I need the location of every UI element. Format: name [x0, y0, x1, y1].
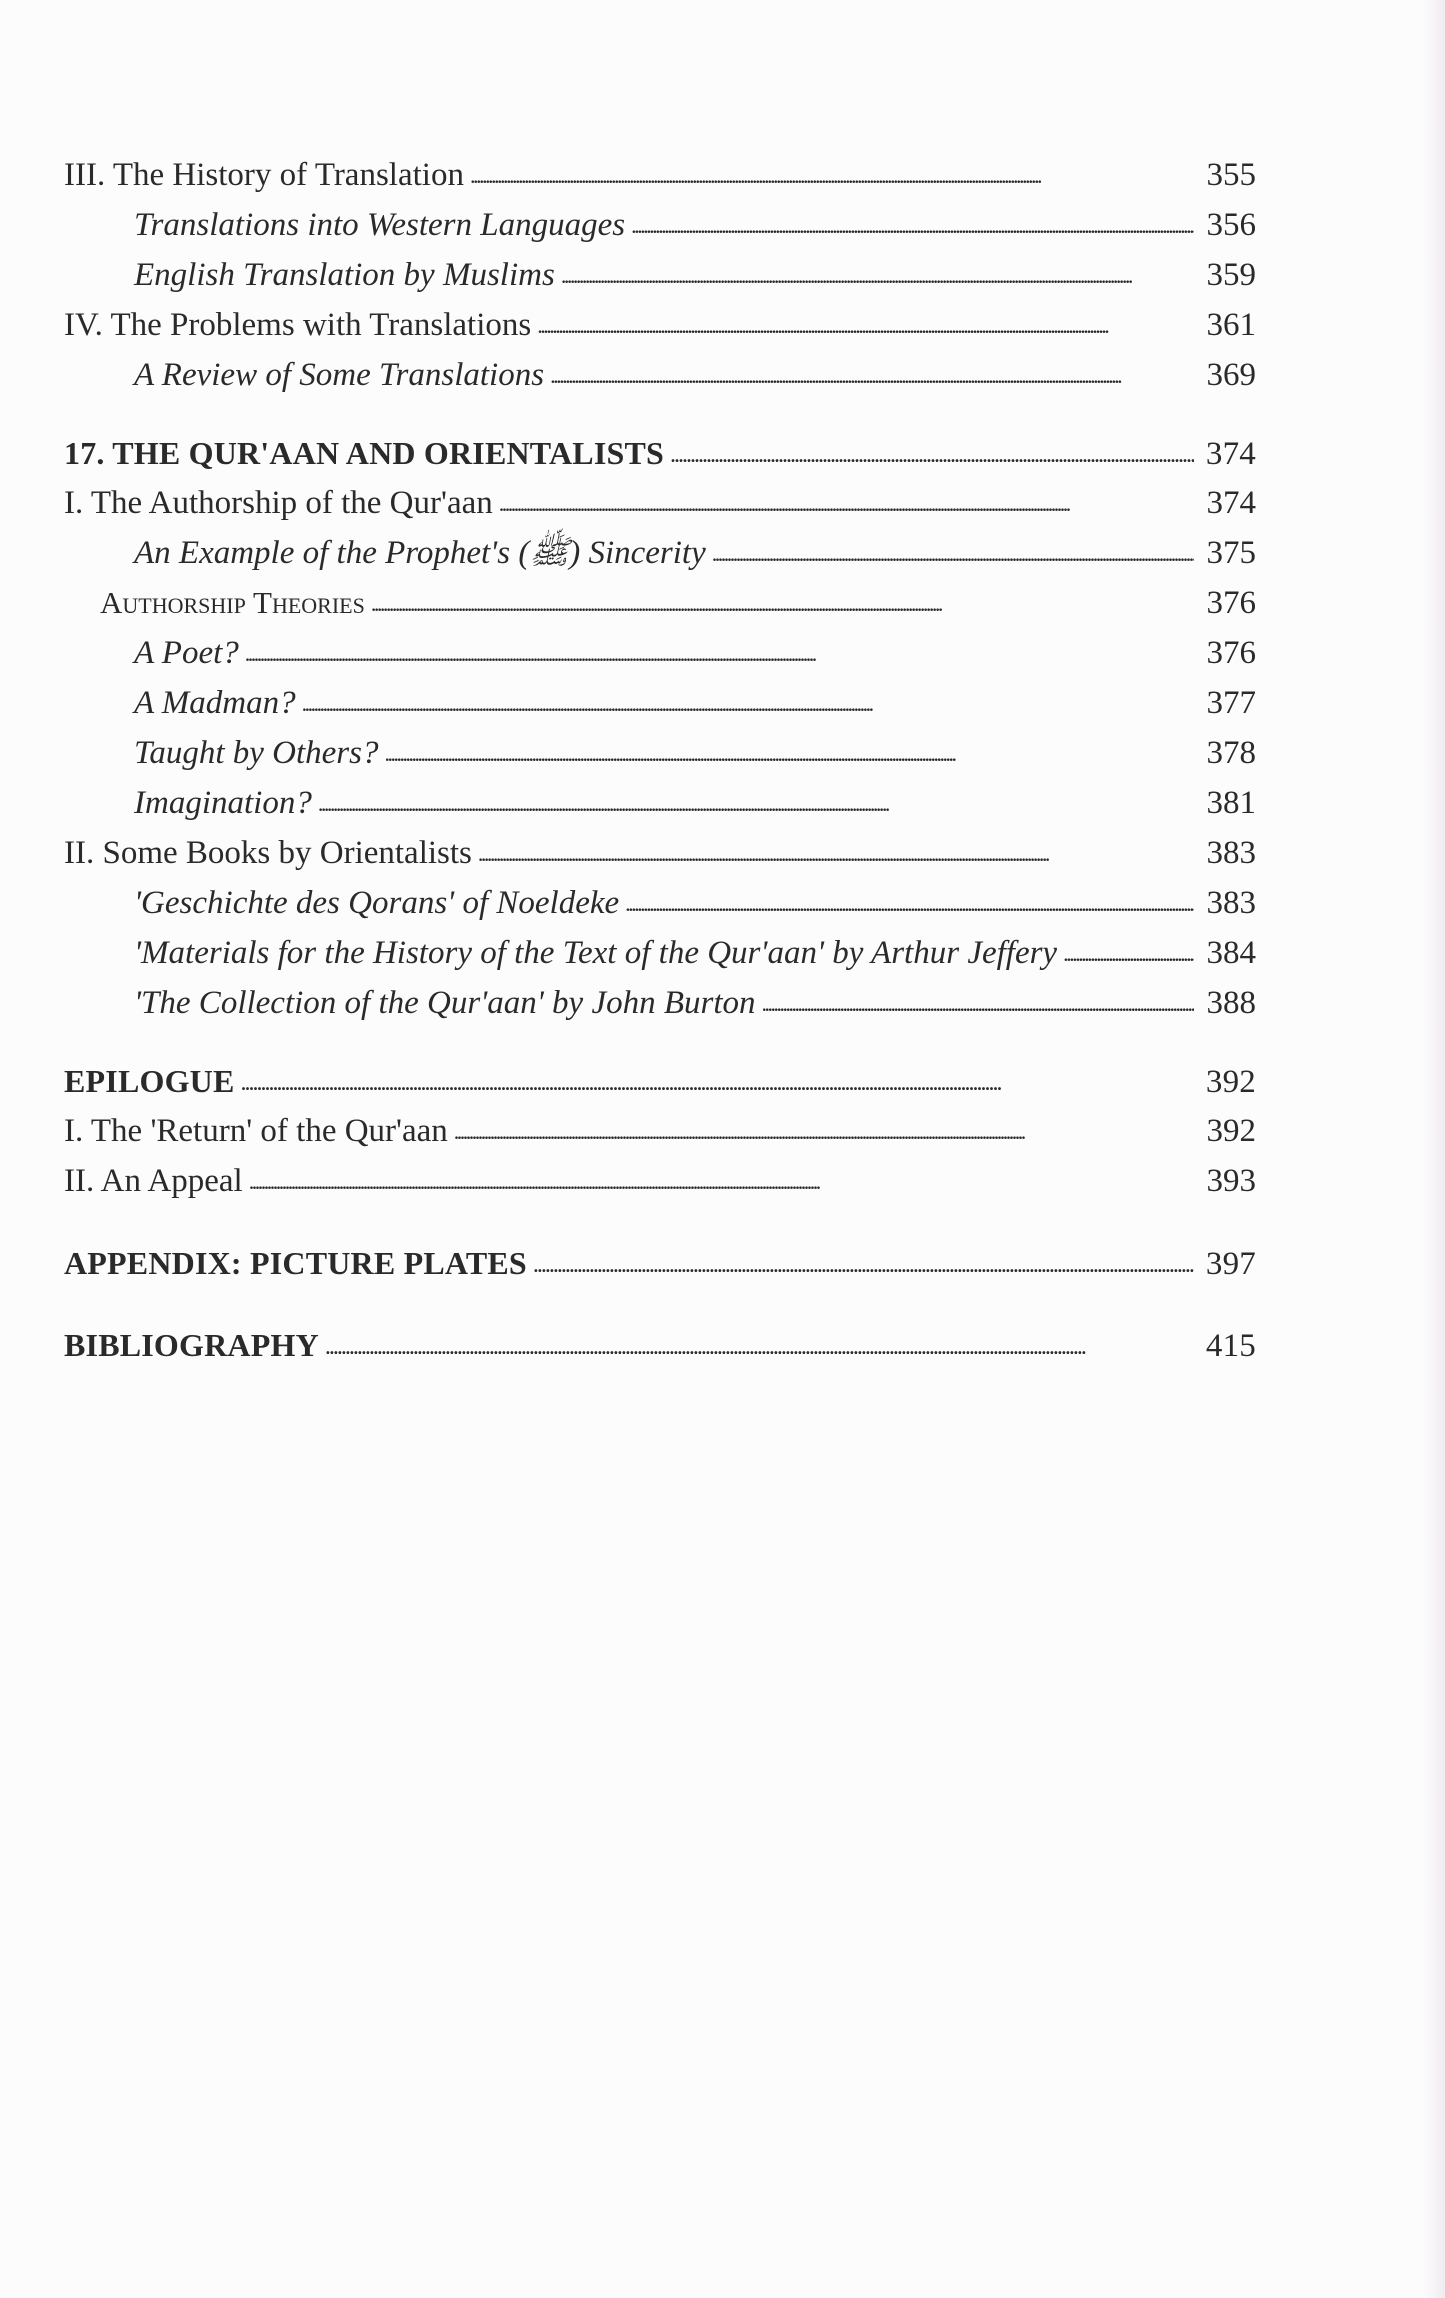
toc-entry-title: 'Materials for the History of the Text of the Qur'aan' by Arthur Jeffery [134, 935, 1058, 971]
dot-leader [712, 526, 1194, 579]
dot-leader [470, 148, 1194, 201]
toc-chapter-title: APPENDIX: PICTURE PLATES [64, 1245, 527, 1281]
toc-entry-page: 381 [1206, 785, 1256, 821]
toc-entry [64, 978, 1256, 1028]
toc-entry [64, 200, 1256, 250]
toc-entry-page: 377 [1206, 685, 1256, 721]
dot-leader [670, 426, 1194, 480]
toc-entry-title: I. The 'Return' of the Qur'aan [64, 1113, 448, 1149]
toc-entry-title: II. Some Books by Orientalists [64, 835, 472, 871]
toc-entry-title: II. An Appeal [64, 1163, 243, 1199]
toc-entry-page: 356 [1206, 207, 1256, 243]
toc-entry-title: 'The Collection of the Qur'aan' by John Burton [134, 985, 756, 1021]
dot-leader [384, 726, 1194, 779]
toc-chapter-page: 374 [1205, 436, 1256, 472]
toc-entry [64, 528, 1256, 578]
toc-entry-title: Imagination? [134, 785, 312, 821]
dot-leader [533, 1236, 1194, 1290]
toc-entry [64, 678, 1256, 728]
dot-leader [318, 776, 1194, 829]
toc-entry-title: III. The History of Translation [64, 157, 464, 193]
toc-entry-page: 383 [1206, 835, 1256, 871]
dot-leader [249, 1154, 1194, 1207]
toc-entry [64, 478, 1256, 528]
toc-entry-title: I. The Authorship of the Qur'aan [64, 485, 493, 521]
dot-leader [302, 676, 1194, 729]
toc-entry-title: IV. The Problems with Translations [64, 307, 532, 343]
toc-entry-page: 393 [1206, 1163, 1256, 1199]
dot-leader [454, 1104, 1194, 1157]
dot-leader [241, 1054, 1194, 1108]
toc-entry-page: 375 [1206, 535, 1256, 571]
toc-chapter-page: 397 [1205, 1246, 1256, 1282]
toc-entry-page: 374 [1206, 485, 1256, 521]
toc-entry [64, 878, 1256, 928]
toc-chapter-page: 392 [1205, 1064, 1256, 1100]
toc-entry-page: 383 [1206, 885, 1256, 921]
dot-leader [631, 198, 1194, 251]
page-edge-shadow [1423, 0, 1445, 2298]
dot-leader [371, 576, 1194, 629]
toc-entry-page: 361 [1206, 307, 1256, 343]
toc-entry-title: 'Geschichte des Qorans' of Noeldeke [134, 885, 620, 921]
dot-leader [561, 248, 1194, 301]
toc-entry-title: An Example of the Prophet's (ﷺ) Sincerity [134, 535, 706, 571]
toc-entry [64, 928, 1256, 978]
toc-chapter [64, 1320, 1256, 1370]
toc-entry [64, 1106, 1256, 1156]
toc-entry-title: A Review of Some Translations [134, 357, 545, 393]
dot-leader [550, 348, 1194, 401]
toc-entry-page: 388 [1206, 985, 1256, 1021]
dot-leader [325, 1318, 1194, 1372]
toc-chapter [64, 1238, 1256, 1288]
toc-chapter [64, 1056, 1256, 1106]
toc-entry [64, 778, 1256, 828]
toc-entry [64, 250, 1256, 300]
toc-chapter [64, 428, 1256, 478]
toc-entry-page: 378 [1206, 735, 1256, 771]
toc-entry-page: 392 [1206, 1113, 1256, 1149]
dot-leader [625, 876, 1194, 929]
dot-leader [499, 476, 1194, 529]
table-of-contents [64, 150, 1256, 1370]
toc-entry-page: 355 [1206, 157, 1256, 193]
toc-entry-title: A Madman? [134, 685, 296, 721]
toc-entry [64, 828, 1256, 878]
toc-entry-title: A Poet? [134, 635, 239, 671]
toc-entry-title: Translations into Western Languages [134, 207, 626, 243]
dot-leader [245, 626, 1194, 679]
toc-entry-title: English Translation by Muslims [134, 257, 555, 293]
toc-entry-page: 384 [1206, 935, 1256, 971]
toc-entry [64, 1156, 1256, 1206]
toc-entry-page: 376 [1206, 585, 1256, 621]
toc-chapter-page: 415 [1205, 1328, 1256, 1364]
toc-entry [64, 350, 1256, 400]
toc-entry-page: 359 [1206, 257, 1256, 293]
toc-chapter-title: EPILOGUE [64, 1063, 235, 1099]
dot-leader [762, 976, 1194, 1029]
toc-entry-page: 369 [1206, 357, 1256, 393]
dot-leader [537, 298, 1194, 351]
toc-entry [64, 728, 1256, 778]
toc-entry [64, 578, 1256, 628]
toc-entry [64, 300, 1256, 350]
toc-entry-title: Authorship Theories [100, 585, 365, 620]
toc-entry [64, 150, 1256, 200]
dot-leader [1063, 926, 1194, 979]
toc-entry-page: 376 [1206, 635, 1256, 671]
toc-entry [64, 628, 1256, 678]
toc-chapter-title: BIBLIOGRAPHY [64, 1327, 319, 1363]
toc-entry-title: Taught by Others? [134, 735, 379, 771]
dot-leader [478, 826, 1194, 879]
toc-chapter-title: 17. THE QUR'AAN AND ORIENTALISTS [64, 435, 665, 471]
